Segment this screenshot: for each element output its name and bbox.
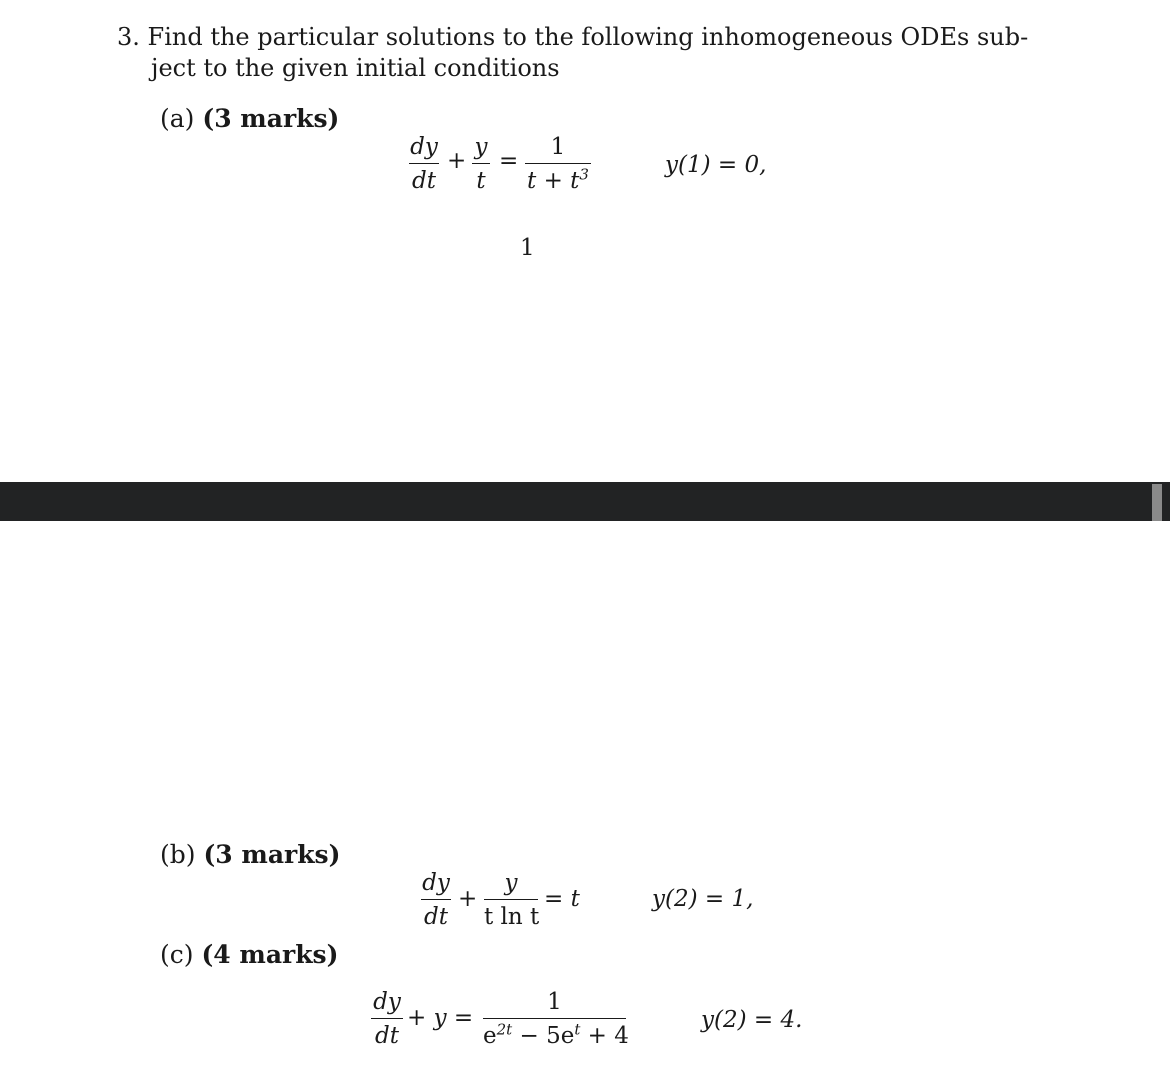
part-c-heading	[160, 940, 338, 969]
part-a-equals: =	[499, 148, 519, 174]
part-a-dydt	[409, 134, 439, 194]
stray-number: 1	[520, 235, 535, 261]
part-b-rhs: = t	[544, 886, 580, 912]
part-b-y-over-tlnt	[484, 870, 538, 930]
question-text-2: ject to the given initial conditions	[151, 54, 560, 82]
part-a-y: y	[474, 134, 488, 160]
part-a-plus: +	[447, 148, 467, 174]
part-c-lhs-rest: + y =	[407, 1005, 474, 1031]
question-number: 3.	[117, 23, 140, 51]
part-a-marks: (3 marks)	[202, 104, 340, 133]
question-text-1: Find the particular solutions to the following inhomogeneous ODEs sub-	[147, 23, 1029, 51]
part-a-rhs-den: $t + t^3$	[527, 165, 589, 195]
part-a-y-over-t	[472, 134, 490, 194]
part-b-dy: dy	[422, 870, 450, 896]
part-c-marks: (4 marks)	[201, 940, 339, 969]
dark-divider-bar	[0, 482, 1170, 521]
part-c-label: (c)	[160, 940, 194, 969]
question-line-1	[117, 22, 1028, 53]
part-c-initial: y(2) = 4.	[701, 1007, 803, 1033]
part-b-heading	[160, 840, 340, 869]
part-a-dy: dy	[410, 134, 438, 160]
part-c-dydt	[371, 989, 403, 1049]
fraction-bar	[483, 1018, 626, 1019]
scrollbar-thumb[interactable]	[1152, 484, 1162, 521]
part-b-marks: (3 marks)	[203, 840, 341, 869]
fraction-bar	[484, 899, 538, 900]
part-a-rhs-num: 1	[550, 134, 566, 160]
part-a-dt: dt	[412, 168, 436, 195]
part-c-rhs-den: $e^{2t} - 5e^t + 4$	[483, 1020, 629, 1050]
part-c-dy: dy	[373, 989, 401, 1015]
part-c-rhs	[483, 989, 629, 1050]
part-a-rhs	[525, 134, 591, 194]
part-a-initial: y(1) = 0,	[665, 152, 767, 178]
part-b-label: (b)	[160, 840, 196, 869]
part-b-y: y	[504, 870, 518, 896]
fraction-bar	[472, 163, 490, 164]
part-b-plus: +	[458, 886, 478, 912]
part-b-initial: y(2) = 1,	[652, 886, 754, 912]
fraction-bar	[371, 1018, 403, 1019]
part-a-t: t	[476, 168, 486, 195]
part-b-dydt	[421, 870, 451, 930]
fraction-bar	[409, 163, 439, 164]
fraction-bar	[421, 899, 451, 900]
part-b-dt: dt	[424, 904, 448, 931]
part-c-dt: dt	[375, 1023, 399, 1050]
part-c-rhs-num: 1	[547, 989, 562, 1015]
part-a-heading	[160, 104, 339, 133]
part-b-tlnt: t ln t	[484, 904, 540, 931]
fraction-bar	[525, 163, 591, 164]
part-a-label: (a)	[160, 104, 195, 133]
